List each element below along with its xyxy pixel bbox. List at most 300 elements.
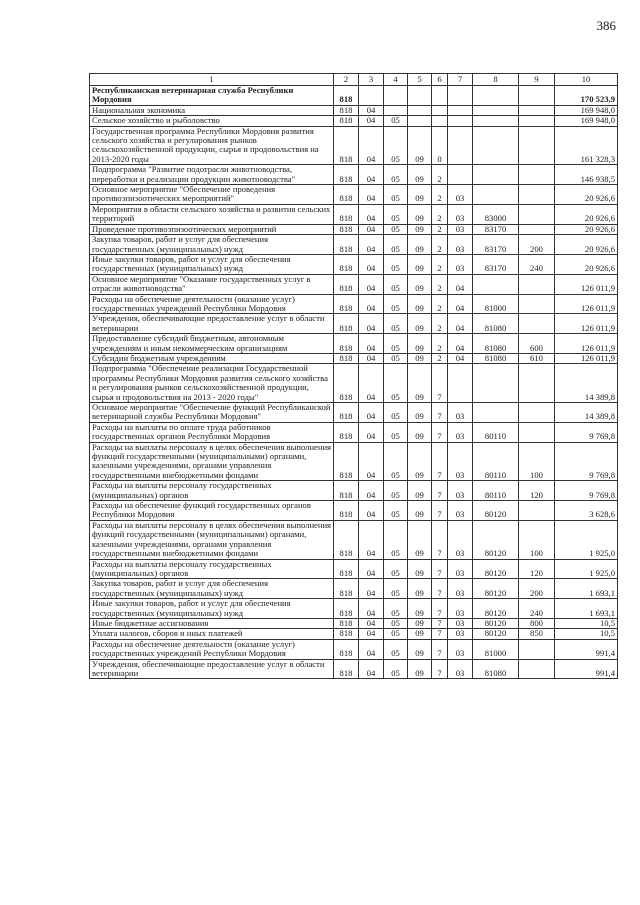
column-header: 3 <box>359 74 384 86</box>
ministry-code-cell: 818 <box>334 294 359 314</box>
ministry-code-cell: 818 <box>334 481 359 501</box>
direction-code-cell <box>473 86 519 106</box>
section-code-cell <box>359 86 384 106</box>
amount-cell: 20 926,6 <box>555 235 618 255</box>
amount-cell: 146 938,5 <box>555 165 618 185</box>
table-row <box>90 481 618 501</box>
item-name-cell: Субсидии бюджетным учреждениям <box>90 353 334 363</box>
column-header: 10 <box>555 74 618 86</box>
direction-code-cell <box>473 185 519 205</box>
direction-code-cell: 83170 <box>473 224 519 234</box>
item-name-cell: Расходы на выплаты персоналу государственных (муниципальных) органов <box>90 481 334 501</box>
item-name-cell: Предоставление субсидий бюджетным, автономным учреждениям и иным некоммерческим организациям <box>90 334 334 354</box>
ministry-code-cell: 818 <box>334 254 359 274</box>
measure-code-cell: 03 <box>448 579 473 599</box>
expense-type-code-cell <box>519 165 555 185</box>
section-code-cell: 04 <box>359 618 384 628</box>
direction-code-cell: 81080 <box>473 353 519 363</box>
item-name-cell: Иные бюджетные ассигнования <box>90 618 334 628</box>
amount-cell: 10,5 <box>555 629 618 639</box>
program-code-cell <box>408 116 432 126</box>
ministry-code-cell: 818 <box>334 364 359 403</box>
subprogram-code-cell: 7 <box>432 403 448 423</box>
table-header-row <box>90 74 618 86</box>
item-name-cell: Расходы на обеспечение деятельности (оказание услуг) государственных учреждений Республики Мордовия <box>90 294 334 314</box>
ministry-code-cell: 818 <box>334 334 359 354</box>
section-code-cell: 04 <box>359 126 384 165</box>
direction-code-cell: 80120 <box>473 629 519 639</box>
direction-code-cell: 80120 <box>473 559 519 579</box>
section-code-cell: 04 <box>359 274 384 294</box>
subprogram-code-cell: 7 <box>432 481 448 501</box>
table-row <box>90 422 618 442</box>
subsection-code-cell: 05 <box>384 314 408 334</box>
expense-type-code-cell: 600 <box>519 334 555 354</box>
table-row <box>90 364 618 403</box>
subsection-code-cell: 05 <box>384 629 408 639</box>
measure-code-cell: 04 <box>448 294 473 314</box>
table-row <box>90 559 618 579</box>
expense-type-code-cell <box>519 116 555 126</box>
expense-type-code-cell <box>519 294 555 314</box>
item-name-cell: Проведение противоэпизоотических мероприятий <box>90 224 334 234</box>
expense-type-code-cell <box>519 364 555 403</box>
column-header: 5 <box>408 74 432 86</box>
expense-type-code-cell: 850 <box>519 629 555 639</box>
expense-type-code-cell <box>519 185 555 205</box>
measure-code-cell: 03 <box>448 254 473 274</box>
item-name-cell: Расходы на обеспечение деятельности (оказание услуг) государственных учреждений Республики Мордовия <box>90 639 334 659</box>
amount-cell: 126 011,9 <box>555 294 618 314</box>
amount-cell: 10,5 <box>555 618 618 628</box>
expense-type-code-cell: 100 <box>519 520 555 559</box>
program-code-cell: 09 <box>408 422 432 442</box>
column-header: 7 <box>448 74 473 86</box>
amount-cell: 9 769,8 <box>555 422 618 442</box>
table-row <box>90 86 618 106</box>
section-code-cell: 04 <box>359 639 384 659</box>
section-code-cell: 04 <box>359 403 384 423</box>
measure-code-cell: 03 <box>448 639 473 659</box>
program-code-cell: 09 <box>408 126 432 165</box>
ministry-code-cell: 818 <box>334 639 359 659</box>
program-code-cell: 09 <box>408 629 432 639</box>
program-code-cell: 09 <box>408 618 432 628</box>
ministry-code-cell: 818 <box>334 353 359 363</box>
program-code-cell: 09 <box>408 314 432 334</box>
ministry-code-cell: 818 <box>334 116 359 126</box>
table-row <box>90 659 618 679</box>
direction-code-cell: 80110 <box>473 442 519 481</box>
program-code-cell: 09 <box>408 520 432 559</box>
measure-code-cell: 03 <box>448 618 473 628</box>
amount-cell: 1 925,0 <box>555 559 618 579</box>
measure-code-cell: 03 <box>448 224 473 234</box>
section-code-cell: 04 <box>359 353 384 363</box>
section-code-cell: 04 <box>359 442 384 481</box>
measure-code-cell: 03 <box>448 422 473 442</box>
amount-cell: 170 523,9 <box>555 86 618 106</box>
section-code-cell: 04 <box>359 334 384 354</box>
item-name-cell: Мероприятия в области сельского хозяйства и развития сельских территорий <box>90 204 334 224</box>
item-name-cell: Расходы на выплаты по оплате труда работников государственных органов Республики Мордовия <box>90 422 334 442</box>
subprogram-code-cell <box>432 105 448 115</box>
direction-code-cell: 83170 <box>473 235 519 255</box>
expense-type-code-cell: 800 <box>519 618 555 628</box>
amount-cell: 126 011,9 <box>555 334 618 354</box>
expense-type-code-cell <box>519 403 555 423</box>
direction-code-cell <box>473 116 519 126</box>
subprogram-code-cell: 7 <box>432 618 448 628</box>
section-code-cell: 04 <box>359 520 384 559</box>
subsection-code-cell: 05 <box>384 618 408 628</box>
table-row <box>90 629 618 639</box>
measure-code-cell <box>448 86 473 106</box>
measure-code-cell: 03 <box>448 599 473 619</box>
direction-code-cell: 81080 <box>473 314 519 334</box>
item-name-cell: Сельское хозяйство и рыболовство <box>90 116 334 126</box>
ministry-code-cell: 818 <box>334 204 359 224</box>
subsection-code-cell: 05 <box>384 334 408 354</box>
ministry-code-cell: 818 <box>334 501 359 521</box>
direction-code-cell <box>473 364 519 403</box>
amount-cell: 169 948,0 <box>555 105 618 115</box>
subsection-code-cell: 05 <box>384 501 408 521</box>
section-code-cell: 04 <box>359 204 384 224</box>
table-row <box>90 165 618 185</box>
amount-cell: 1 693,1 <box>555 599 618 619</box>
item-name-cell: Государственная программа Республики Мордовия развития сельского хозяйства и регулирования рынков сельскохозяйственной продукции, сырья и продовольствия на 2013-2020 годы <box>90 126 334 165</box>
direction-code-cell: 83000 <box>473 204 519 224</box>
subsection-code-cell: 05 <box>384 185 408 205</box>
direction-code-cell: 80120 <box>473 520 519 559</box>
subprogram-code-cell <box>432 116 448 126</box>
section-code-cell: 04 <box>359 314 384 334</box>
amount-cell: 991,4 <box>555 639 618 659</box>
subprogram-code-cell: 2 <box>432 204 448 224</box>
item-name-cell: Иные закупки товаров, работ и услуг для обеспечения государственных (муниципальных) нужд <box>90 599 334 619</box>
expense-type-code-cell <box>519 639 555 659</box>
ministry-code-cell: 818 <box>334 314 359 334</box>
expense-type-code-cell <box>519 659 555 679</box>
subsection-code-cell: 05 <box>384 235 408 255</box>
subsection-code-cell: 05 <box>384 442 408 481</box>
ministry-code-cell: 818 <box>334 442 359 481</box>
expense-type-code-cell <box>519 422 555 442</box>
program-code-cell: 09 <box>408 559 432 579</box>
item-name-cell: Расходы на выплаты персоналу государственных (муниципальных) органов <box>90 559 334 579</box>
subprogram-code-cell <box>432 86 448 106</box>
section-code-cell: 04 <box>359 481 384 501</box>
item-name-cell: Подпрограмма "Обеспечение реализации Государственной программы Республики Мордовия развития сельского хозяйства и регулирования рынков сельскохозяйственной продукции, сырья и продовольствия на 2013 - 2020 годы" <box>90 364 334 403</box>
subprogram-code-cell: 2 <box>432 353 448 363</box>
measure-code-cell: 04 <box>448 353 473 363</box>
item-name-cell: Основное мероприятие "Обеспечение проведения противоэпизоотических мероприятий" <box>90 185 334 205</box>
expense-type-code-cell: 120 <box>519 559 555 579</box>
table-row <box>90 105 618 115</box>
subsection-code-cell: 05 <box>384 294 408 314</box>
expense-type-code-cell: 240 <box>519 599 555 619</box>
budget-table <box>89 73 618 679</box>
table-row <box>90 116 618 126</box>
program-code-cell: 09 <box>408 254 432 274</box>
direction-code-cell <box>473 105 519 115</box>
direction-code-cell <box>473 165 519 185</box>
subprogram-code-cell: 7 <box>432 579 448 599</box>
subprogram-code-cell: 2 <box>432 274 448 294</box>
program-code-cell: 09 <box>408 659 432 679</box>
ministry-code-cell: 818 <box>334 618 359 628</box>
ministry-code-cell: 818 <box>334 126 359 165</box>
item-name-cell: Расходы на выплаты персоналу в целях обеспечения выполнения функций государственными (муниципальными) органами, казенными учреждениями, органами управления государственными внебюджетными фондами <box>90 520 334 559</box>
expense-type-code-cell: 240 <box>519 254 555 274</box>
measure-code-cell: 03 <box>448 659 473 679</box>
expense-type-code-cell <box>519 86 555 106</box>
direction-code-cell: 80120 <box>473 579 519 599</box>
program-code-cell: 09 <box>408 364 432 403</box>
program-code-cell: 09 <box>408 353 432 363</box>
section-code-cell: 04 <box>359 294 384 314</box>
item-name-cell: Уплата налогов, сборов и иных платежей <box>90 629 334 639</box>
amount-cell: 20 926,6 <box>555 224 618 234</box>
measure-code-cell: 03 <box>448 235 473 255</box>
item-name-cell: Расходы на выплаты персоналу в целях обеспечения выполнения функций государственными (муниципальными) органами, казенными учреждениями, органами управления государственными внебюджетными фондами <box>90 442 334 481</box>
subprogram-code-cell: 2 <box>432 185 448 205</box>
table-row <box>90 353 618 363</box>
expense-type-code-cell: 200 <box>519 579 555 599</box>
direction-code-cell <box>473 126 519 165</box>
section-code-cell: 04 <box>359 165 384 185</box>
item-name-cell: Учреждения, обеспечивающие предоставление услуг в области ветеринарии <box>90 314 334 334</box>
table-row <box>90 294 618 314</box>
subsection-code-cell: 05 <box>384 254 408 274</box>
subprogram-code-cell: 2 <box>432 294 448 314</box>
subprogram-code-cell: 2 <box>432 334 448 354</box>
amount-cell: 20 926,6 <box>555 185 618 205</box>
measure-code-cell: 03 <box>448 403 473 423</box>
column-header: 2 <box>334 74 359 86</box>
section-code-cell: 04 <box>359 629 384 639</box>
direction-code-cell: 81000 <box>473 639 519 659</box>
program-code-cell: 09 <box>408 294 432 314</box>
subprogram-code-cell: 2 <box>432 235 448 255</box>
measure-code-cell: 03 <box>448 204 473 224</box>
item-name-cell: Иные закупки товаров, работ и услуг для обеспечения государственных (муниципальных) нужд <box>90 254 334 274</box>
measure-code-cell: 03 <box>448 501 473 521</box>
expense-type-code-cell <box>519 314 555 334</box>
subsection-code-cell: 05 <box>384 659 408 679</box>
table-row <box>90 599 618 619</box>
ministry-code-cell: 818 <box>334 274 359 294</box>
amount-cell: 1 925,0 <box>555 520 618 559</box>
table-row <box>90 254 618 274</box>
expense-type-code-cell: 610 <box>519 353 555 363</box>
subprogram-code-cell: 7 <box>432 422 448 442</box>
subsection-code-cell: 05 <box>384 224 408 234</box>
measure-code-cell <box>448 116 473 126</box>
amount-cell: 14 389,8 <box>555 364 618 403</box>
measure-code-cell <box>448 364 473 403</box>
item-name-cell: Основное мероприятие "Оказание государственных услуг в отрасли животноводства" <box>90 274 334 294</box>
measure-code-cell: 04 <box>448 274 473 294</box>
subprogram-code-cell: 2 <box>432 254 448 274</box>
amount-cell: 9 769,8 <box>555 481 618 501</box>
measure-code-cell: 04 <box>448 314 473 334</box>
direction-code-cell: 80120 <box>473 501 519 521</box>
subsection-code-cell: 05 <box>384 520 408 559</box>
table-row <box>90 224 618 234</box>
ministry-code-cell: 818 <box>334 185 359 205</box>
item-name-cell: Расходы на обеспечение функций государственных органов Республики Мордовия <box>90 501 334 521</box>
expense-type-code-cell <box>519 204 555 224</box>
amount-cell: 169 948,0 <box>555 116 618 126</box>
program-code-cell: 09 <box>408 185 432 205</box>
table-row <box>90 579 618 599</box>
item-name-cell: Закупка товаров, работ и услуг для обеспечения государственных (муниципальных) нужд <box>90 235 334 255</box>
program-code-cell: 09 <box>408 165 432 185</box>
item-name-cell: Национальная экономика <box>90 105 334 115</box>
subprogram-code-cell: 7 <box>432 629 448 639</box>
subsection-code-cell: 05 <box>384 165 408 185</box>
direction-code-cell: 80120 <box>473 618 519 628</box>
program-code-cell: 09 <box>408 334 432 354</box>
subsection-code-cell: 05 <box>384 481 408 501</box>
expense-type-code-cell <box>519 501 555 521</box>
program-code-cell: 09 <box>408 442 432 481</box>
amount-cell: 126 011,9 <box>555 314 618 334</box>
subsection-code-cell: 05 <box>384 599 408 619</box>
section-code-cell: 04 <box>359 579 384 599</box>
direction-code-cell: 81080 <box>473 659 519 679</box>
column-header: 6 <box>432 74 448 86</box>
section-code-cell: 04 <box>359 224 384 234</box>
ministry-code-cell: 818 <box>334 224 359 234</box>
program-code-cell: 09 <box>408 224 432 234</box>
subsection-code-cell: 05 <box>384 639 408 659</box>
column-header: 9 <box>519 74 555 86</box>
amount-cell: 20 926,6 <box>555 254 618 274</box>
subsection-code-cell: 05 <box>384 403 408 423</box>
section-code-cell: 04 <box>359 422 384 442</box>
measure-code-cell: 03 <box>448 520 473 559</box>
expense-type-code-cell <box>519 274 555 294</box>
item-name-cell: Республиканская ветеринарная служба Республики Мордовия <box>90 86 334 106</box>
subprogram-code-cell: 7 <box>432 599 448 619</box>
section-code-cell: 04 <box>359 105 384 115</box>
amount-cell: 9 769,8 <box>555 442 618 481</box>
amount-cell: 1 693,1 <box>555 579 618 599</box>
table-row <box>90 618 618 628</box>
section-code-cell: 04 <box>359 185 384 205</box>
measure-code-cell: 03 <box>448 481 473 501</box>
program-code-cell <box>408 86 432 106</box>
direction-code-cell: 80120 <box>473 599 519 619</box>
ministry-code-cell: 818 <box>334 86 359 106</box>
expense-type-code-cell: 120 <box>519 481 555 501</box>
subprogram-code-cell: 2 <box>432 224 448 234</box>
item-name-cell: Закупка товаров, работ и услуг для обеспечения государственных (муниципальных) нужд <box>90 579 334 599</box>
direction-code-cell: 80110 <box>473 481 519 501</box>
section-code-cell: 04 <box>359 116 384 126</box>
program-code-cell: 09 <box>408 639 432 659</box>
measure-code-cell <box>448 126 473 165</box>
table-row <box>90 314 618 334</box>
column-header: 4 <box>384 74 408 86</box>
program-code-cell <box>408 105 432 115</box>
subsection-code-cell: 05 <box>384 579 408 599</box>
subprogram-code-cell: 0 <box>432 126 448 165</box>
ministry-code-cell: 818 <box>334 235 359 255</box>
item-name-cell: Учреждения, обеспечивающие предоставление услуг в области ветеринарии <box>90 659 334 679</box>
item-name-cell: Подпрограмма "Развитие подотрасли животноводства, переработки и реализации продукции животноводства" <box>90 165 334 185</box>
subsection-code-cell: 05 <box>384 353 408 363</box>
page-number: 386 <box>596 18 616 33</box>
program-code-cell: 09 <box>408 579 432 599</box>
amount-cell: 3 628,6 <box>555 501 618 521</box>
amount-cell: 14 389,8 <box>555 403 618 423</box>
direction-code-cell: 81000 <box>473 294 519 314</box>
subsection-code-cell <box>384 105 408 115</box>
column-header: 8 <box>473 74 519 86</box>
amount-cell: 126 011,9 <box>555 274 618 294</box>
direction-code-cell: 83170 <box>473 254 519 274</box>
measure-code-cell: 03 <box>448 559 473 579</box>
direction-code-cell <box>473 403 519 423</box>
subsection-code-cell: 05 <box>384 559 408 579</box>
ministry-code-cell: 818 <box>334 422 359 442</box>
subprogram-code-cell: 2 <box>432 314 448 334</box>
measure-code-cell <box>448 165 473 185</box>
section-code-cell: 04 <box>359 659 384 679</box>
section-code-cell: 04 <box>359 599 384 619</box>
amount-cell: 20 926,6 <box>555 204 618 224</box>
expense-type-code-cell <box>519 126 555 165</box>
section-code-cell: 04 <box>359 364 384 403</box>
program-code-cell: 09 <box>408 599 432 619</box>
subsection-code-cell: 05 <box>384 126 408 165</box>
amount-cell: 126 011,9 <box>555 353 618 363</box>
measure-code-cell <box>448 105 473 115</box>
section-code-cell: 04 <box>359 501 384 521</box>
program-code-cell: 09 <box>408 403 432 423</box>
table-row <box>90 639 618 659</box>
subprogram-code-cell: 7 <box>432 559 448 579</box>
subprogram-code-cell: 7 <box>432 501 448 521</box>
ministry-code-cell: 818 <box>334 520 359 559</box>
table-row <box>90 520 618 559</box>
subsection-code-cell: 05 <box>384 364 408 403</box>
measure-code-cell: 03 <box>448 629 473 639</box>
ministry-code-cell: 818 <box>334 559 359 579</box>
program-code-cell: 09 <box>408 274 432 294</box>
subprogram-code-cell: 7 <box>432 520 448 559</box>
measure-code-cell: 04 <box>448 334 473 354</box>
subsection-code-cell <box>384 86 408 106</box>
subsection-code-cell: 05 <box>384 116 408 126</box>
ministry-code-cell: 818 <box>334 599 359 619</box>
measure-code-cell: 03 <box>448 185 473 205</box>
subprogram-code-cell: 7 <box>432 659 448 679</box>
table-row <box>90 403 618 423</box>
direction-code-cell: 81080 <box>473 334 519 354</box>
section-code-cell: 04 <box>359 235 384 255</box>
table-row <box>90 204 618 224</box>
subprogram-code-cell: 7 <box>432 364 448 403</box>
ministry-code-cell: 818 <box>334 105 359 115</box>
ministry-code-cell: 818 <box>334 629 359 639</box>
ministry-code-cell: 818 <box>334 165 359 185</box>
direction-code-cell: 80110 <box>473 422 519 442</box>
